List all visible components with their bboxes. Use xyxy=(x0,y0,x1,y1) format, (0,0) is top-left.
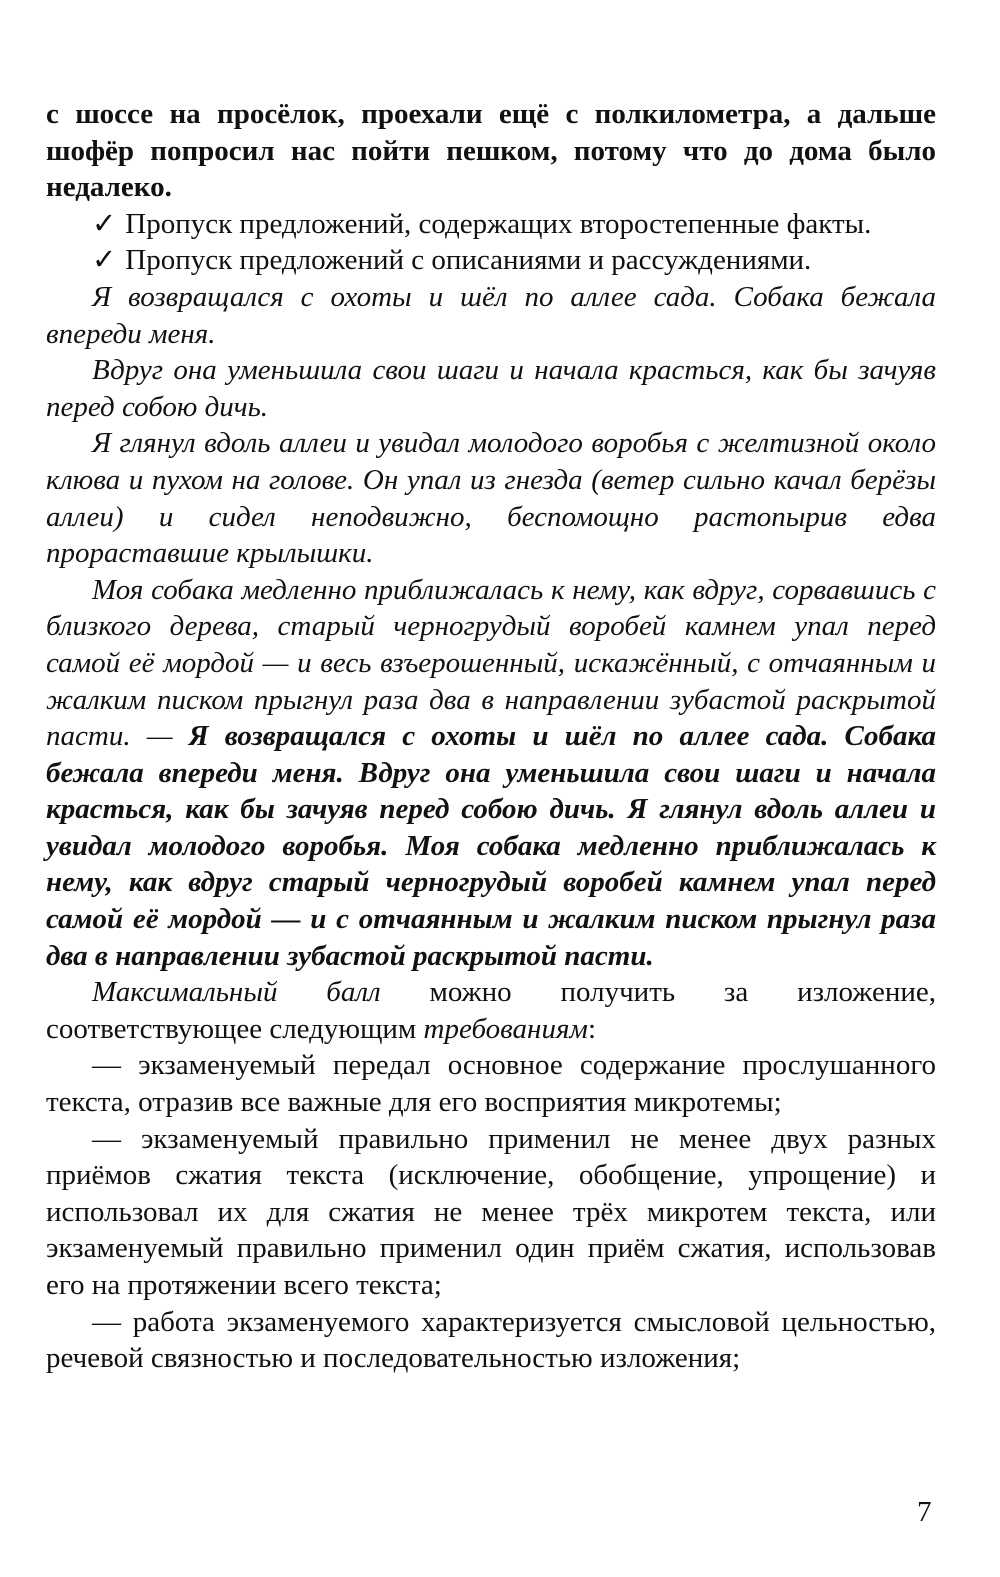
checkmark-icon: ✓ xyxy=(92,207,117,240)
italic-paragraph-2: Вдруг она уменьшила свои шаги и начала красться, как бы зачуяв перед собою дичь. xyxy=(46,354,936,423)
max-score-text: можно получить за изложение, соответствующее следующим xyxy=(46,976,936,1045)
italic-paragraph-4-text: Моя собака медленно приближалась к нему, как вдруг, сорвавшись с близкого дерева, старый черногрудый воробей камнем упал перед самой её мордой — и весь взъерошенный, искажённый, с отчаянным и жалким писком прыгнул раза два в направлении зубастой раскрытой пасти. — xyxy=(46,573,936,753)
italic-paragraph-3: Я глянул вдоль аллеи и увидал молодого воробья с желтизной около клюва и пухом на голове. Он упал из гнезда (ветер сильно качал берёзы аллеи) и сидел неподвижно, беспомощно растопырив едва прораставшие крылышки. xyxy=(46,427,936,570)
page-number: 7 xyxy=(917,1496,932,1528)
check-item-1-text: Пропуск предложений, содержащих второстепенные факты. xyxy=(125,207,872,240)
requirement-2: — экзаменуемый правильно применил не менее двух разных приёмов сжатия текста (исключение, обобщение, упрощение) и использовал их для сжатия не менее трёх микротем текста, или экзаменуемый правильно применил один приём сжатия, использовав его на протяжении всего текста; xyxy=(46,1122,936,1301)
compressed-text-bold: Я возвращался с охоты и шёл по аллее сада. Собака бежала впереди меня. Вдруг она уменьшила свои шаги и начала красться, как бы зачуяв перед собою дичь. Я глянул вдоль аллеи и увидал молодого воробья. Моя собака медленно приближалась к нему, как вдруг старый черногрудый воробей камнем упал перед самой её мордой — и с отчаянным и жалким писком прыгнул раза два в направлении зубастой раскрытой пасти. xyxy=(46,720,937,972)
check-item-2-text: Пропуск предложений с описаниями и рассуждениями. xyxy=(125,244,812,277)
bold-paragraph: с шоссе на просёлок, проехали ещё с полкилометра, а дальше шофёр попросил нас пойти пешком, потому что до дома было недалеко. xyxy=(46,98,936,204)
check-item-1 xyxy=(46,206,936,243)
page-body xyxy=(46,96,936,1377)
italic-paragraph-4 xyxy=(46,572,936,975)
requirement-1: — экзаменуемый передал основное содержание прослушанного текста, отразив все важные для его восприятия микротемы; xyxy=(46,1049,936,1119)
italic-paragraph-1: Я возвращался с охоты и шёл по аллее сада. Собака бежала впереди меня. xyxy=(46,280,936,350)
requirement-3: — работа экзаменуемого характеризуется смысловой цельностью, речевой связностью и последовательностью изложения; xyxy=(46,1305,936,1375)
max-score-colon: : xyxy=(587,1012,596,1045)
checkmark-icon: ✓ xyxy=(92,244,117,277)
max-score-paragraph xyxy=(46,974,936,1047)
max-score-term: Максимальный балл xyxy=(92,976,381,1009)
requirements-term: требованиям xyxy=(423,1012,588,1045)
check-item-2 xyxy=(46,242,936,279)
